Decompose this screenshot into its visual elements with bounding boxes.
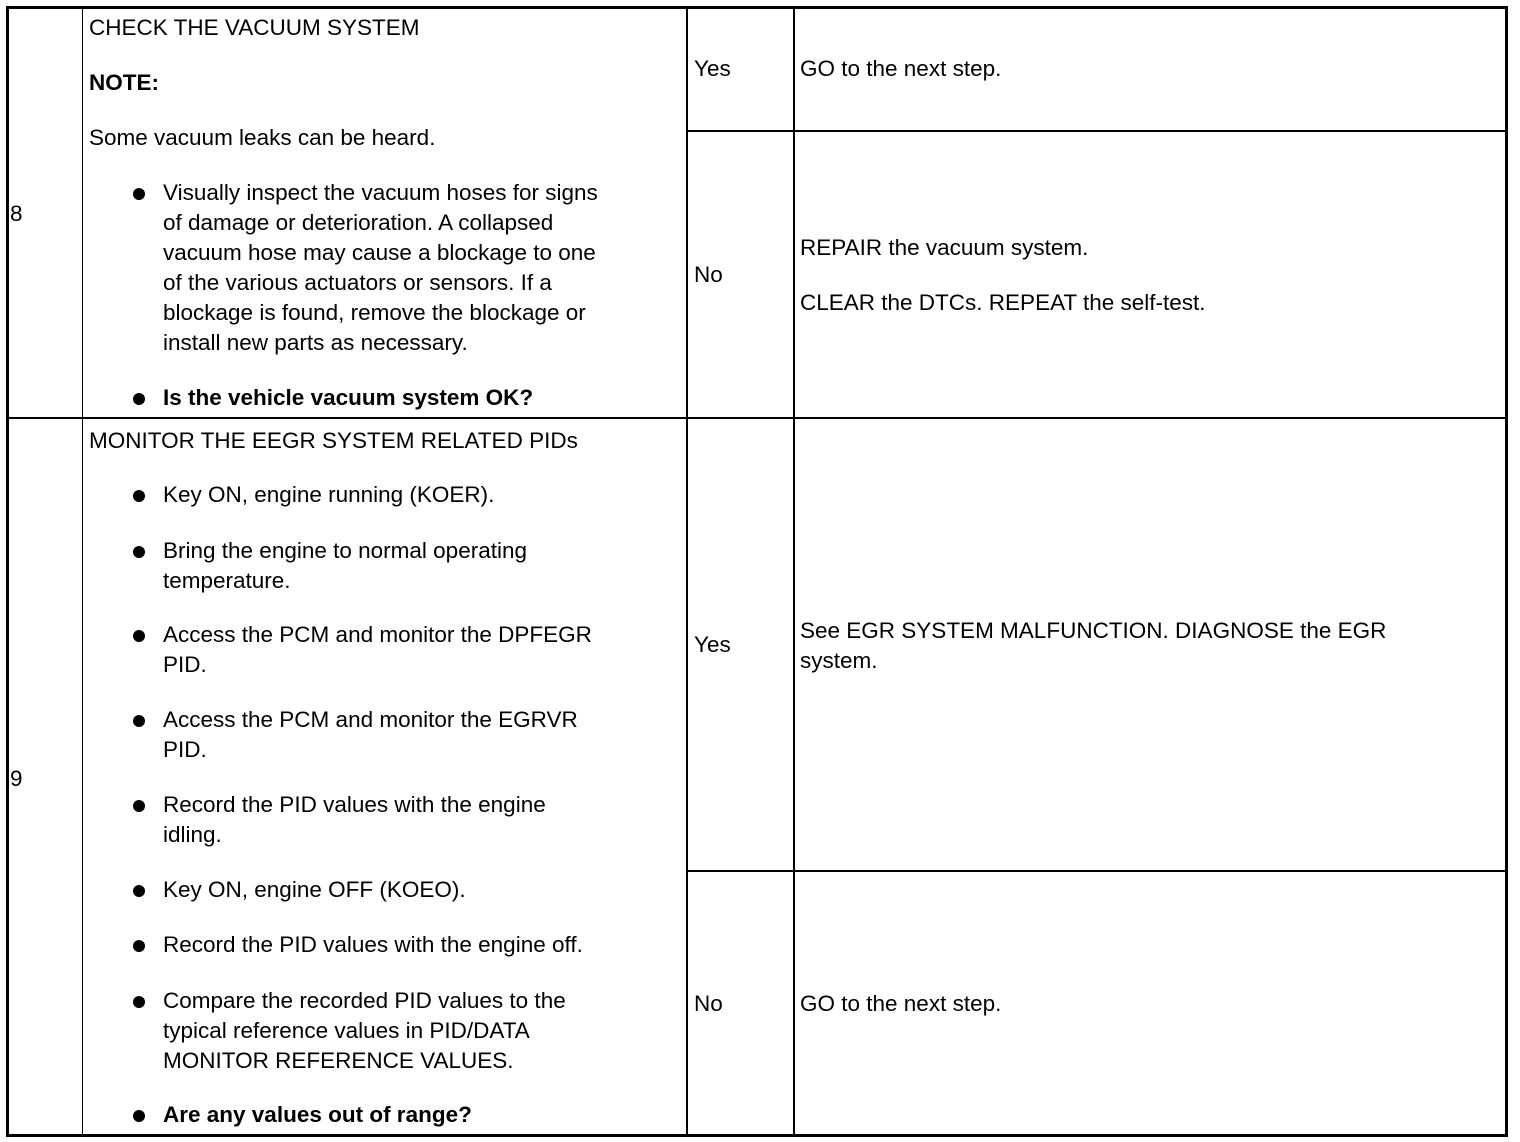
bullet-icon — [133, 1110, 145, 1122]
column-divider-action — [686, 6, 688, 1137]
step-number: 8 — [10, 201, 23, 226]
result-action: See EGR SYSTEM MALFUNCTION. DIAGNOSE the EGR — [800, 618, 1387, 643]
bullet-icon — [133, 630, 145, 642]
bullet-icon — [133, 996, 145, 1008]
bullet-line: Record the PID values with the engine — [163, 792, 546, 817]
bullet-line: Key ON, engine OFF (KOEO). — [163, 877, 466, 902]
result-action: GO to the next step. — [800, 56, 1002, 81]
bullet-icon — [133, 393, 145, 405]
bullet-line: MONITOR REFERENCE VALUES. — [163, 1048, 514, 1073]
bullet-icon — [133, 715, 145, 727]
bullet-line: Visually inspect the vacuum hoses for signs — [163, 180, 598, 205]
bullet-line: of damage or deterioration. A collapsed — [163, 210, 554, 235]
bullet-icon — [133, 490, 145, 502]
result-answer-yes: Yes — [694, 632, 731, 657]
bullet-line: Compare the recorded PID values to the — [163, 988, 566, 1013]
step-question: Is the vehicle vacuum system OK? — [163, 385, 534, 410]
step-title: CHECK THE VACUUM SYSTEM — [89, 15, 420, 40]
bullet-icon — [133, 940, 145, 952]
step-question: Are any values out of range? — [163, 1102, 472, 1127]
result-answer-no: No — [694, 262, 723, 287]
bullet-icon — [133, 546, 145, 558]
bullet-icon — [133, 188, 145, 200]
step-title: MONITOR THE EEGR SYSTEM RELATED PIDs — [89, 428, 578, 453]
bullet-line: typical reference values in PID/DATA — [163, 1018, 530, 1043]
result-divider-8 — [686, 130, 1508, 132]
bullet-icon — [133, 800, 145, 812]
bullet-line: of the various actuators or sensors. If a — [163, 270, 552, 295]
bullet-line: PID. — [163, 737, 207, 762]
result-answer-yes: Yes — [694, 56, 731, 81]
bullet-line: blockage is found, remove the blockage or — [163, 300, 586, 325]
bullet-line: install new parts as necessary. — [163, 330, 468, 355]
bullet-line: PID. — [163, 652, 207, 677]
column-divider-result — [793, 6, 795, 1137]
bullet-line: Record the PID values with the engine off. — [163, 932, 583, 957]
bullet-icon — [133, 885, 145, 897]
result-action: CLEAR the DTCs. REPEAT the self-test. — [800, 290, 1206, 315]
bullet-line: Bring the engine to normal operating — [163, 538, 527, 563]
bullet-line: Key ON, engine running (KOER). — [163, 482, 495, 507]
result-action: system. — [800, 648, 878, 673]
bullet-line: temperature. — [163, 568, 291, 593]
step-number: 9 — [10, 766, 23, 791]
note-label: NOTE: — [89, 70, 159, 95]
result-action: GO to the next step. — [800, 991, 1002, 1016]
row-divider-8-9 — [6, 417, 1508, 419]
column-divider-step — [82, 6, 83, 1137]
result-action: REPAIR the vacuum system. — [800, 235, 1089, 260]
note-text: Some vacuum leaks can be heard. — [89, 125, 436, 150]
bullet-line: Access the PCM and monitor the DPFEGR — [163, 622, 592, 647]
result-divider-9 — [686, 870, 1508, 872]
bullet-line: Access the PCM and monitor the EGRVR — [163, 707, 578, 732]
result-answer-no: No — [694, 991, 723, 1016]
bullet-line: vacuum hose may cause a blockage to one — [163, 240, 596, 265]
bullet-line: idling. — [163, 822, 222, 847]
